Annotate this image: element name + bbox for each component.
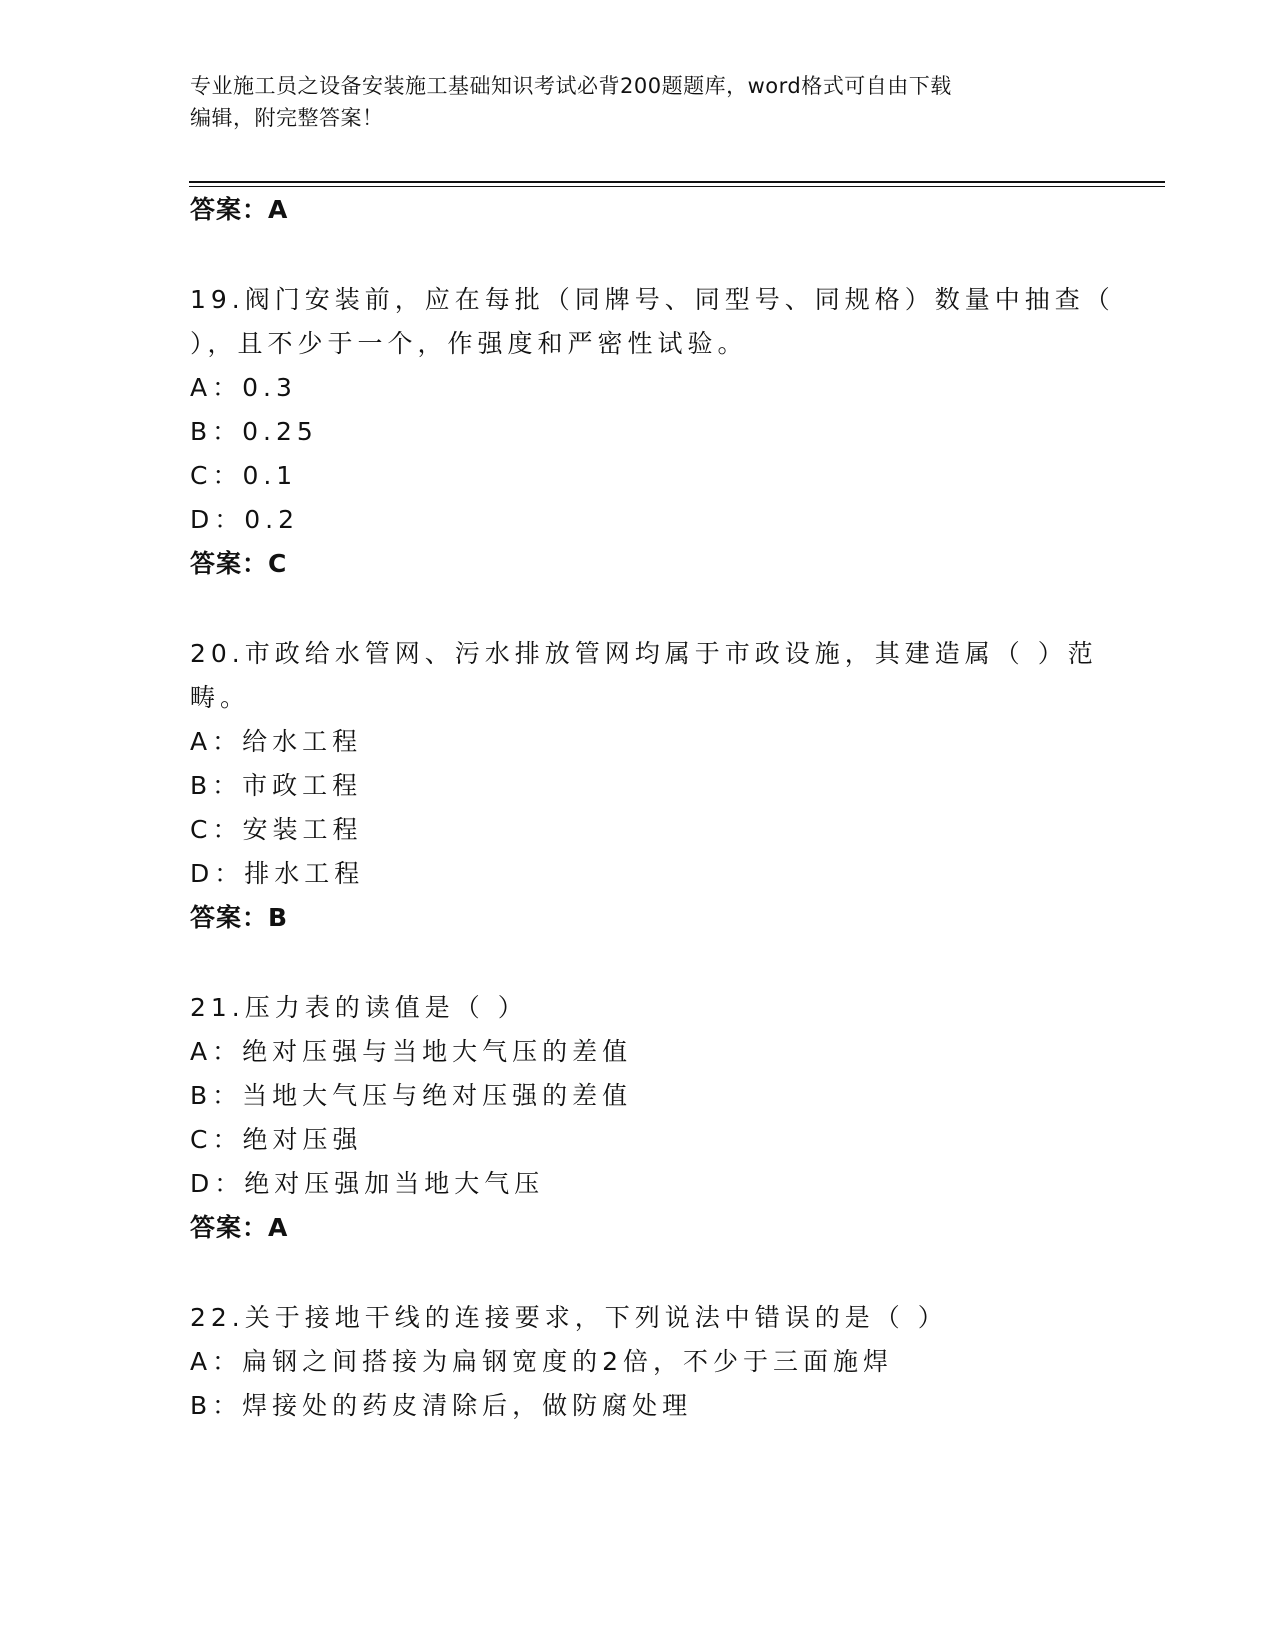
question-22-option-b: B：焊接处的药皮清除后，做防腐处理 [190, 1391, 693, 1420]
document-header [190, 70, 1090, 134]
header-rule-thin [189, 186, 1165, 187]
question-20-stem-2: 畴。 [190, 683, 251, 712]
question-21-option-d: D：绝对压强加当地大气压 [190, 1169, 545, 1198]
header-rule-thick [189, 181, 1165, 183]
question-20-option-b: B：市政工程 [190, 771, 363, 800]
question-19-option-b: B：0.25 [190, 417, 318, 446]
question-22-option-a: A：扁钢之间搭接为扁钢宽度的2倍，不少于三面施焊 [190, 1347, 894, 1376]
previous-answer: 答案：A [190, 195, 289, 224]
header-line-1: 专业施工员之设备安装施工基础知识考试必背200题题库，word格式可自由下载 [190, 74, 952, 98]
question-21-option-a: A：绝对压强与当地大气压的差值 [190, 1037, 633, 1066]
question-21-answer: 答案：A [190, 1213, 289, 1242]
header-line-2: 编辑，附完整答案！ [190, 106, 384, 130]
question-20-answer: 答案：B [190, 903, 289, 932]
question-20-stem-1: 20.市政给水管网、污水排放管网均属于市政设施，其建造属（ ）范 [190, 639, 1098, 668]
question-20-option-d: D：排水工程 [190, 859, 365, 888]
question-20-option-c: C：安装工程 [190, 815, 363, 844]
question-19-option-c: C：0.1 [190, 461, 298, 490]
question-19-stem-2: ），且不少于一个，作强度和严密性试验。 [190, 329, 748, 358]
question-22-stem-1: 22.关于接地干线的连接要求，下列说法中错误的是（ ） [190, 1303, 948, 1332]
question-20-option-a: A：给水工程 [190, 727, 363, 756]
question-21-stem-1: 21.压力表的读值是（ ） [190, 993, 528, 1022]
question-21-option-c: C：绝对压强 [190, 1125, 363, 1154]
question-19-answer: 答案：C [190, 549, 288, 578]
question-19-option-d: D：0.2 [190, 505, 300, 534]
question-21-option-b: B：当地大气压与绝对压强的差值 [190, 1081, 633, 1110]
question-19-option-a: A：0.3 [190, 373, 297, 402]
question-19-stem-1: 19.阀门安装前，应在每批（同牌号、同型号、同规格）数量中抽查（ [190, 285, 1115, 314]
